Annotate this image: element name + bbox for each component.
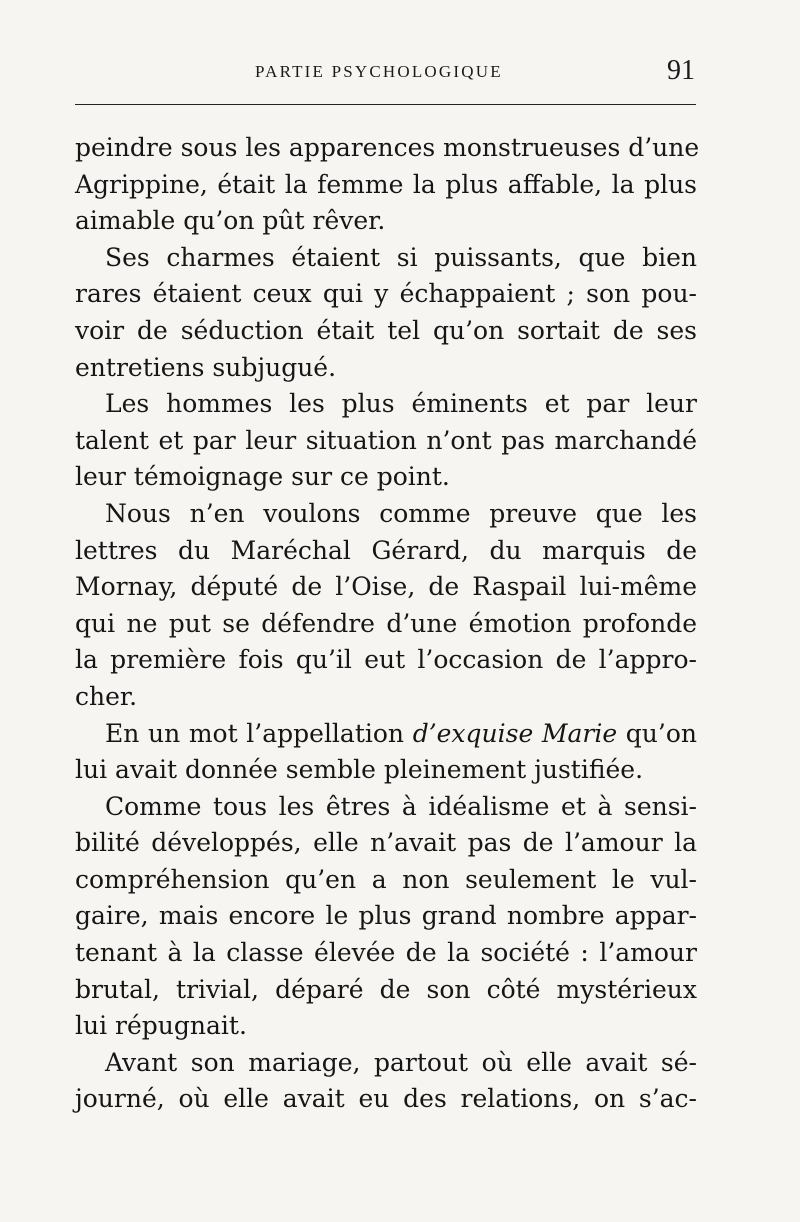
text-line: Les hommes les plus éminents et par leur bbox=[105, 389, 697, 419]
text-line: leur témoignage sur ce point. bbox=[75, 462, 450, 492]
text-line: Nous n’en voulons comme preuve que les bbox=[105, 498, 697, 528]
text-line: bilité développés, elle n’avait pas de l’amour la bbox=[75, 828, 697, 858]
line-segment: En un mot l’appellation bbox=[105, 718, 413, 748]
text-line: brutal, trivial, déparé de son côté mystérieux bbox=[75, 974, 697, 1004]
text-line: Comme tous les êtres à idéalisme et à sensi- bbox=[105, 791, 697, 821]
line-segment: qu’on bbox=[617, 718, 698, 748]
text-line: Agrippine, était la femme la plus affable, la plus bbox=[75, 169, 697, 199]
text-line: talent et par leur situation n’ont pas marchandé bbox=[75, 425, 697, 455]
text-line: Avant son mariage, partout où elle avait sé- bbox=[105, 1047, 697, 1077]
text-line: Mornay, député de l’Oise, de Raspail lui-même bbox=[75, 572, 697, 602]
text-line: qui ne put se défendre d’une émotion profonde bbox=[75, 608, 697, 638]
text-line: tenant à la classe élevée de la société : l’amour bbox=[75, 938, 697, 968]
text-line: Ses charmes étaient si puissants, que bien bbox=[105, 242, 697, 272]
text-line: rares étaient ceux qui y échappaient ; son pou- bbox=[75, 279, 697, 309]
text-line: journé, où elle avait eu des relations, on s’ac- bbox=[75, 1084, 697, 1114]
header-rule bbox=[75, 104, 696, 105]
text-line: peindre sous les apparences monstrueuses d’une bbox=[75, 133, 700, 162]
text-line: compréhension qu’en a non seulement le vul- bbox=[75, 864, 697, 894]
text-line: entretiens subjugué. bbox=[75, 352, 337, 382]
body-text bbox=[75, 130, 700, 1118]
text-line bbox=[75, 716, 697, 753]
running-title: PARTIE PSYCHOLOGIQUE bbox=[255, 62, 503, 81]
text-line: gaire, mais encore le plus grand nombre appar- bbox=[75, 901, 697, 931]
page-number: 91 bbox=[667, 55, 695, 86]
text-line: la première fois qu’il eut l’occasion de l’appro- bbox=[75, 645, 697, 675]
text-line: lettres du Maréchal Gérard, du marquis de bbox=[75, 535, 697, 565]
text-line: lui avait donnée semble pleinement justifiée. bbox=[75, 755, 644, 785]
text-line: voir de séduction était tel qu’on sortait de ses bbox=[75, 315, 697, 345]
text-line: cher. bbox=[75, 681, 138, 711]
text-line: aimable qu’on pût rêver. bbox=[75, 206, 386, 236]
italic-phrase: d’exquise Marie bbox=[412, 718, 618, 748]
text-line: lui répugnait. bbox=[75, 1011, 247, 1041]
